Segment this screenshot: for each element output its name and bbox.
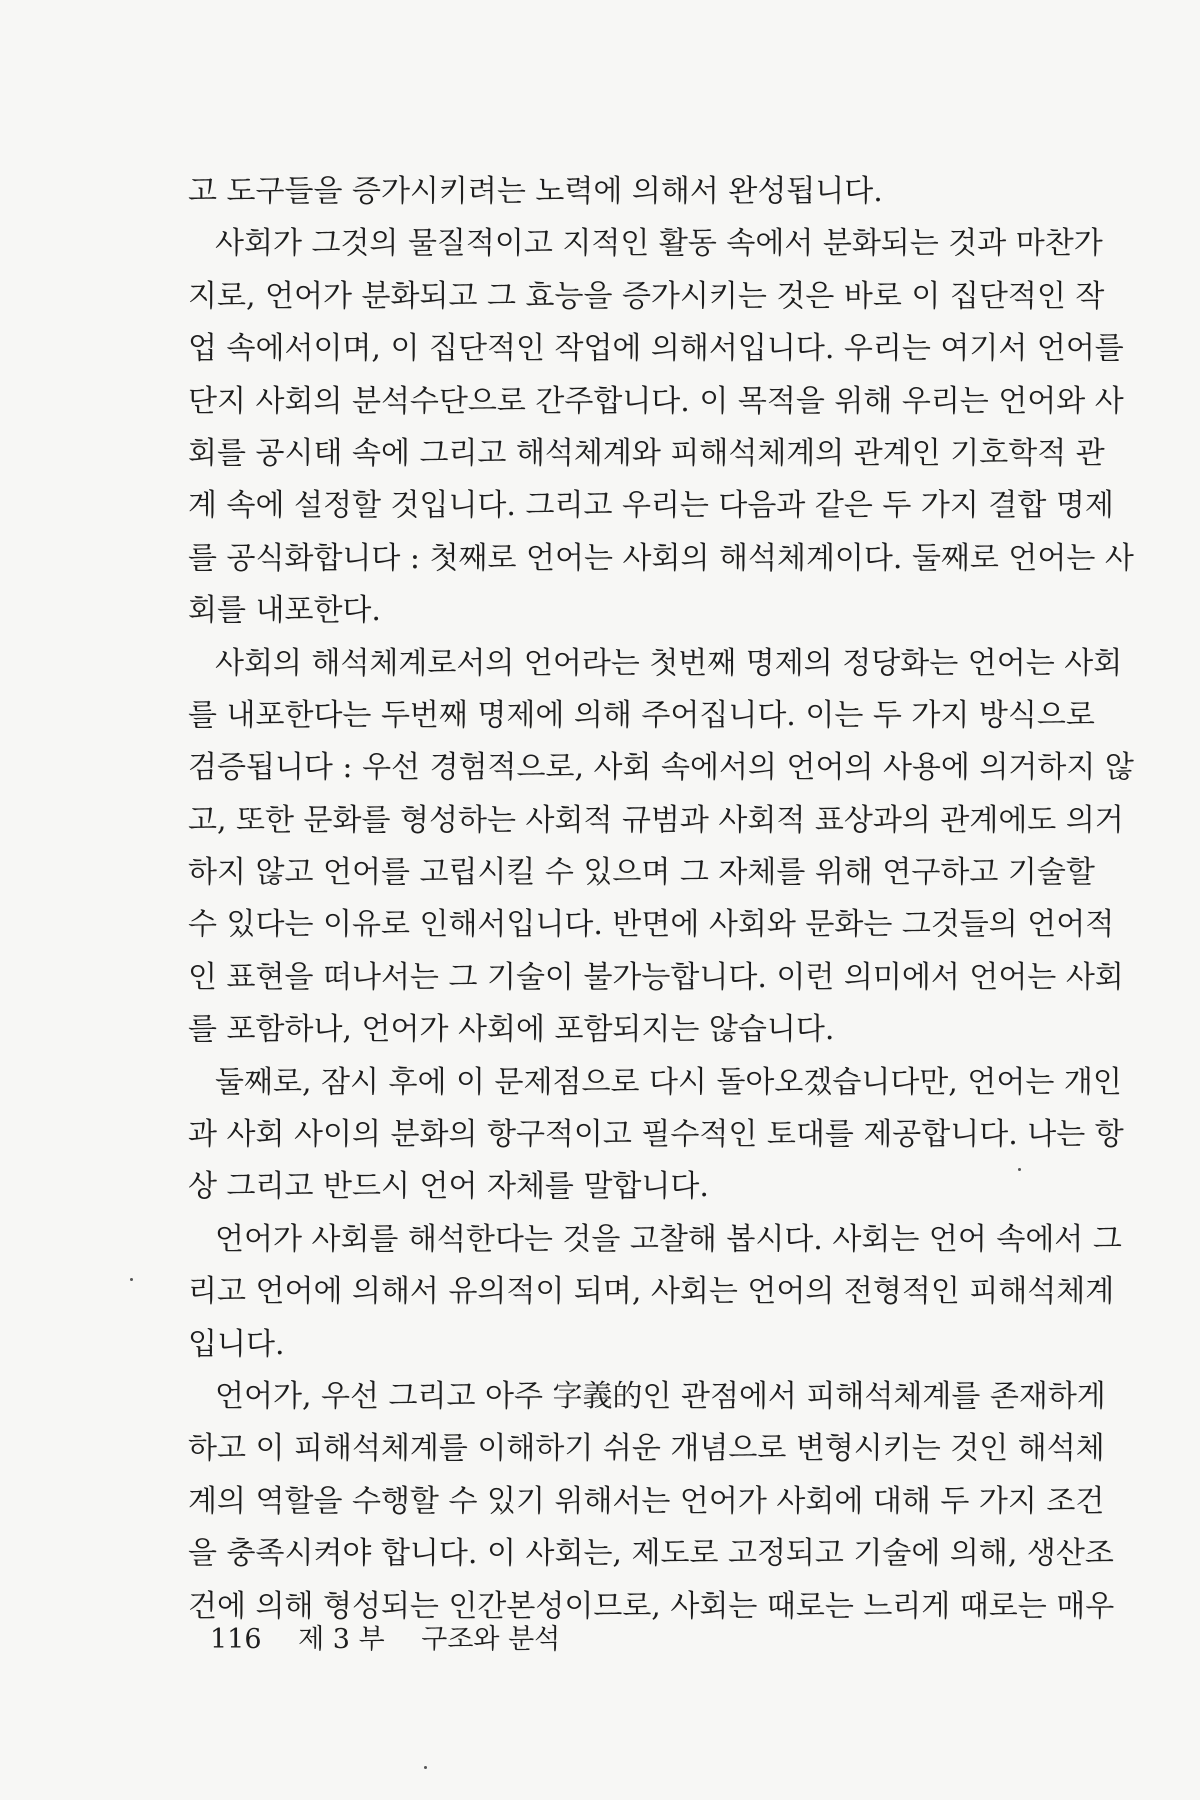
text-line: 리고 언어에 의해서 유의적이 되며, 사회는 언어의 전형적인 피해석체계	[188, 1274, 1115, 1310]
text-line: 상 그리고 반드시 언어 자체를 말합니다.	[188, 1169, 709, 1205]
page-number: 116	[210, 1624, 262, 1655]
text-line: 인 표현을 떠나서는 그 기술이 불가능합니다. 이런 의미에서 언어는 사회	[188, 959, 1124, 995]
scan-speck	[1018, 1168, 1021, 1171]
text-line: 회를 내포한다.	[188, 593, 381, 629]
text-line: 언어가, 우선 그리고 아주 字義的인 관점에서 피해석체계를 존재하게	[215, 1378, 1106, 1414]
text-line: 둘째로, 잠시 후에 이 문제점으로 다시 돌아오겠습니다만, 언어는 개인	[215, 1064, 1122, 1100]
text-line: 사회가 그것의 물질적이고 지적인 활동 속에서 분화되는 것과 마찬가	[215, 226, 1103, 262]
text-line: 하지 않고 언어를 고립시킬 수 있으며 그 자체를 위해 연구하고 기술할	[188, 855, 1095, 891]
text-line: 단지 사회의 분석수단으로 간주합니다. 이 목적을 위해 우리는 언어와 사	[188, 383, 1124, 419]
text-line: 건에 의해 형성되는 인간본성이므로, 사회는 때로는 느리게 때로는 매우	[188, 1588, 1115, 1624]
text-line: 를 내포한다는 두번째 명제에 의해 주어집니다. 이는 두 가지 방식으로	[188, 697, 1095, 733]
text-line: 업 속에서이며, 이 집단적인 작업에 의해서입니다. 우리는 여기서 언어를	[188, 331, 1124, 367]
scan-speck	[130, 1278, 133, 1281]
text-line: 과 사회 사이의 분화의 항구적이고 필수적인 토대를 제공합니다. 나는 항	[188, 1117, 1124, 1153]
text-line: 을 충족시켜야 합니다. 이 사회는, 제도로 고정되고 기술에 의해, 생산조	[188, 1536, 1114, 1572]
part-label: 제 3 부	[298, 1624, 385, 1655]
page-footer	[210, 1617, 588, 1656]
text-line: 계의 역할을 수행할 수 있기 위해서는 언어가 사회에 대해 두 가지 조건	[188, 1483, 1105, 1519]
text-line: 를 공식화합니다 : 첫째로 언어는 사회의 해석체계이다. 둘째로 언어는 사	[188, 540, 1134, 576]
text-line: 하고 이 피해석체계를 이해하기 쉬운 개념으로 변형시키는 것인 해석체	[188, 1431, 1105, 1467]
text-line: 검증됩니다 : 우선 경험적으로, 사회 속에서의 언어의 사용에 의거하지 않	[188, 750, 1134, 786]
text-line: 사회의 해석체계로서의 언어라는 첫번째 명제의 정당화는 언어는 사회	[215, 645, 1123, 681]
text-line: 고, 또한 문화를 형성하는 사회적 규범과 사회적 표상과의 관계에도 의거	[188, 802, 1124, 838]
text-line: 수 있다는 이유로 인해서입니다. 반면에 사회와 문화는 그것들의 언어적	[188, 907, 1115, 943]
text-line: 를 포함하나, 언어가 사회에 포함되지는 않습니다.	[188, 1012, 835, 1048]
scan-speck	[424, 1766, 427, 1769]
text-line: 입니다.	[188, 1326, 285, 1362]
text-line: 언어가 사회를 해석한다는 것을 고찰해 봅시다. 사회는 언어 속에서 그	[215, 1221, 1122, 1257]
text-line: 회를 공시태 속에 그리고 해석체계와 피해석체계의 관계인 기호학적 관	[188, 435, 1105, 471]
text-line: 지로, 언어가 분화되고 그 효능을 증가시키는 것은 바로 이 집단적인 작	[188, 278, 1105, 314]
text-line: 계 속에 설정할 것입니다. 그리고 우리는 다음과 같은 두 가지 결합 명제	[188, 488, 1114, 524]
body-text	[188, 166, 1134, 1633]
text-line: 고 도구들을 증가시키려는 노력에 의해서 완성됩니다.	[188, 174, 883, 209]
section-title: 구조와 분석	[421, 1624, 561, 1655]
